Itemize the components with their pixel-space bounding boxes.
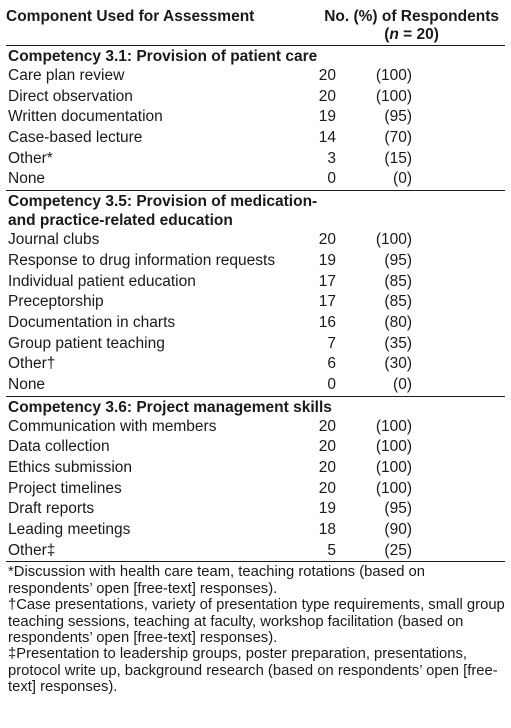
row-label: Documentation in charts	[8, 313, 176, 331]
table-row	[6, 128, 505, 149]
row-label: None	[8, 375, 46, 393]
row-percent: (100)	[375, 479, 412, 497]
table-row	[6, 251, 505, 272]
row-percent: (100)	[375, 87, 412, 105]
table-row	[6, 437, 505, 458]
table-row	[6, 272, 505, 293]
table-row	[6, 169, 505, 190]
row-count: 16	[318, 313, 336, 331]
section-title-line: Competency 3.1: Provision of patient care	[8, 48, 318, 65]
row-percent: (95)	[384, 108, 412, 126]
row-label: Ethics submission	[8, 459, 133, 476]
row-count: 20	[318, 438, 336, 456]
row-count: 19	[318, 500, 336, 518]
footnote: †Case presentations, variety of presentation type requirements, small group teaching sessions, teaching at faculty, workshop facilitation (based on respondents’ open [free-text] responses).	[8, 597, 505, 647]
row-count: 20	[318, 479, 336, 497]
row-count: 20	[318, 459, 336, 476]
row-percent: (100)	[375, 417, 412, 435]
table-row	[6, 107, 505, 128]
row-label: Project timelines	[8, 479, 122, 497]
header-n-suffix: = 20)	[398, 26, 439, 43]
row-label: Journal clubs	[8, 231, 100, 249]
row-count: 20	[318, 67, 336, 84]
row-count: 17	[318, 293, 336, 311]
row-label: Written documentation	[8, 108, 163, 126]
row-label: Other*	[8, 149, 53, 167]
row-percent: (15)	[384, 149, 412, 167]
table-row	[6, 417, 505, 438]
table-row	[6, 479, 505, 500]
row-count: 6	[327, 355, 336, 373]
row-label: Case-based lecture	[8, 129, 143, 147]
section-title-line: Competency 3.5: Provision of medication-	[8, 193, 318, 211]
footnote: ‡Presentation to leadership groups, poster preparation, presentations, protocol write up, background research (based on respondents’ open [free-text] responses).	[8, 646, 498, 696]
row-percent: (30)	[384, 355, 412, 373]
row-label: None	[8, 170, 46, 188]
row-count: 20	[318, 87, 336, 105]
row-label: Response to drug information requests	[8, 251, 276, 269]
header-respondents-column	[324, 8, 499, 44]
table-header	[6, 4, 505, 45]
row-count: 17	[318, 272, 336, 290]
row-percent: (85)	[384, 293, 412, 311]
header-n-prefix: (	[384, 26, 390, 43]
header-respondents-line2	[324, 26, 499, 44]
row-percent: (85)	[384, 272, 412, 290]
section-title	[6, 191, 505, 230]
header-n-italic: n	[389, 26, 399, 43]
row-count: 3	[327, 149, 336, 167]
row-count: 20	[318, 231, 336, 249]
table-row	[6, 354, 505, 375]
section-title	[6, 397, 505, 417]
table-row	[6, 149, 505, 170]
footnotes	[6, 562, 505, 695]
row-label: Direct observation	[8, 87, 133, 105]
row-percent: (100)	[375, 67, 412, 84]
table-row	[6, 375, 505, 396]
row-label: Care plan review	[8, 67, 125, 84]
row-label: Draft reports	[8, 500, 95, 518]
row-label: Group patient teaching	[8, 334, 165, 352]
row-count: 14	[318, 129, 336, 147]
row-count: 0	[327, 375, 336, 393]
section-title	[6, 46, 505, 66]
section-title-line: and practice-related education	[8, 212, 233, 230]
row-percent: (0)	[393, 375, 412, 393]
row-percent: (100)	[375, 438, 412, 456]
row-percent: (100)	[375, 231, 412, 249]
table-row	[6, 499, 505, 520]
row-label: Other†	[8, 355, 56, 373]
row-count: 19	[318, 108, 336, 126]
table-row	[6, 541, 505, 562]
row-percent: (90)	[384, 521, 412, 539]
row-percent: (100)	[375, 459, 412, 476]
row-percent: (0)	[393, 170, 412, 188]
row-percent: (70)	[384, 129, 412, 147]
row-count: 18	[318, 521, 336, 539]
row-percent: (95)	[384, 251, 412, 269]
row-label: Preceptorship	[8, 293, 104, 311]
row-count: 0	[327, 170, 336, 188]
row-percent: (25)	[384, 541, 412, 559]
row-percent: (35)	[384, 334, 412, 352]
row-label: Individual patient education	[8, 272, 196, 290]
table-row	[6, 313, 505, 334]
table-row	[6, 458, 505, 479]
row-count: 19	[318, 251, 336, 269]
header-respondents-line1: No. (%) of Respondents	[324, 8, 499, 25]
table-row	[6, 230, 505, 251]
row-label: Data collection	[8, 438, 110, 456]
row-label: Leading meetings	[8, 521, 131, 539]
table-row	[6, 66, 505, 87]
table-body	[6, 45, 505, 561]
table-row	[6, 292, 505, 313]
row-count: 20	[318, 417, 336, 435]
table-row	[6, 87, 505, 108]
row-count: 7	[327, 334, 336, 352]
footnote: *Discussion with health care team, teaching rotations (based on respondents’ open [free-text] responses).	[8, 564, 426, 597]
table-row	[6, 334, 505, 355]
table-row	[6, 520, 505, 541]
row-label: Communication with members	[8, 417, 217, 435]
row-percent: (80)	[384, 313, 412, 331]
row-count: 5	[327, 541, 336, 559]
row-label: Other‡	[8, 541, 56, 559]
section-title-line: Competency 3.6: Project management skills	[8, 398, 332, 416]
header-component-column: Component Used for Assessment	[6, 8, 255, 25]
row-percent: (95)	[384, 500, 412, 518]
